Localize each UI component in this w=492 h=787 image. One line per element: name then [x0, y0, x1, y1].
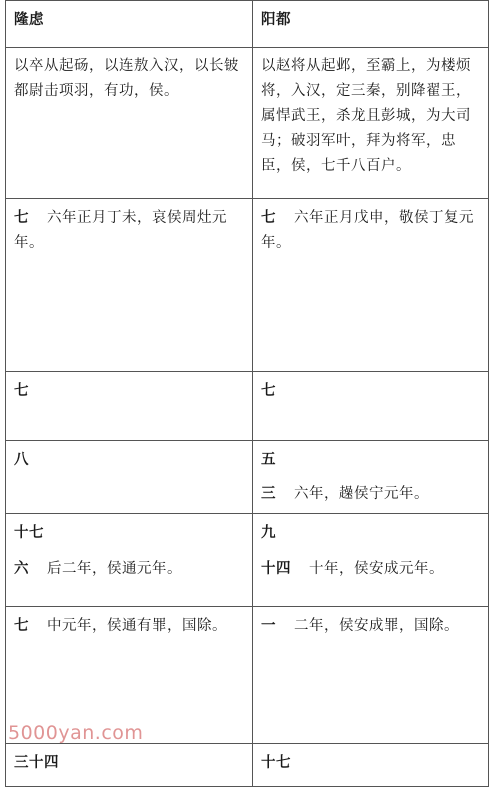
year-count: 七: [261, 382, 276, 399]
year-count: 八: [14, 451, 29, 468]
row4-left: [6, 514, 253, 607]
event-text: 二年，侯安成罪，国除。: [294, 618, 459, 634]
year-count: 三: [261, 485, 276, 502]
year-count: 一: [261, 617, 276, 634]
year-count: 七: [14, 382, 29, 399]
row3-right: [253, 441, 489, 514]
table-row: [6, 744, 489, 787]
year-count: 七: [261, 209, 276, 226]
event-text: 六年，趮侯宁元年。: [294, 486, 429, 502]
year-count: 三十四: [14, 754, 59, 771]
row1-right: [253, 199, 489, 372]
year-count: 五: [261, 451, 276, 468]
row2-left: [6, 372, 253, 441]
event-text: 六年正月戊申，敬侯丁复元年。: [261, 210, 474, 251]
year-count: 十四: [261, 560, 291, 577]
row4-right: [253, 514, 489, 607]
event-text: 六年正月丁未，哀侯周灶元年。: [14, 210, 227, 251]
table-row: [6, 514, 489, 607]
site-watermark: 5000yan.com: [8, 722, 144, 744]
year-count: 九: [261, 524, 276, 541]
event-text: 中元年，侯通有罪，国除。: [47, 618, 227, 634]
row6-right: [253, 744, 489, 787]
year-count: 七: [14, 617, 29, 634]
table-row: [6, 441, 489, 514]
row2-right: [253, 372, 489, 441]
year-count: 十七: [261, 754, 291, 771]
genealogy-table: [5, 0, 489, 787]
row6-left: [6, 744, 253, 787]
event-text: 十年，侯安成元年。: [309, 561, 444, 577]
intro-right: 以赵将从起邺，至霸上，为楼烦将，入汉，定三秦，别降翟王，属悍武王，杀龙且彭城，为大司马；破羽军叶，拜为将军，忠臣，侯，七千八百户。: [253, 48, 489, 199]
table-row: [6, 372, 489, 441]
row1-left: [6, 199, 253, 372]
header-row: [6, 1, 489, 48]
event-text: 后二年，侯通元年。: [47, 561, 182, 577]
header-right: 阳都: [253, 1, 489, 48]
intro-row: [6, 48, 489, 199]
year-count: 六: [14, 560, 29, 577]
row3-left: [6, 441, 253, 514]
header-left: 隆虑: [6, 1, 253, 48]
year-count: 十七: [14, 524, 44, 541]
row5-right: [253, 607, 489, 744]
table-row: [6, 199, 489, 372]
intro-left: 以卒从起砀，以连敖入汉，以长铍都尉击项羽，有功，侯。: [6, 48, 253, 199]
year-count: 七: [14, 209, 29, 226]
